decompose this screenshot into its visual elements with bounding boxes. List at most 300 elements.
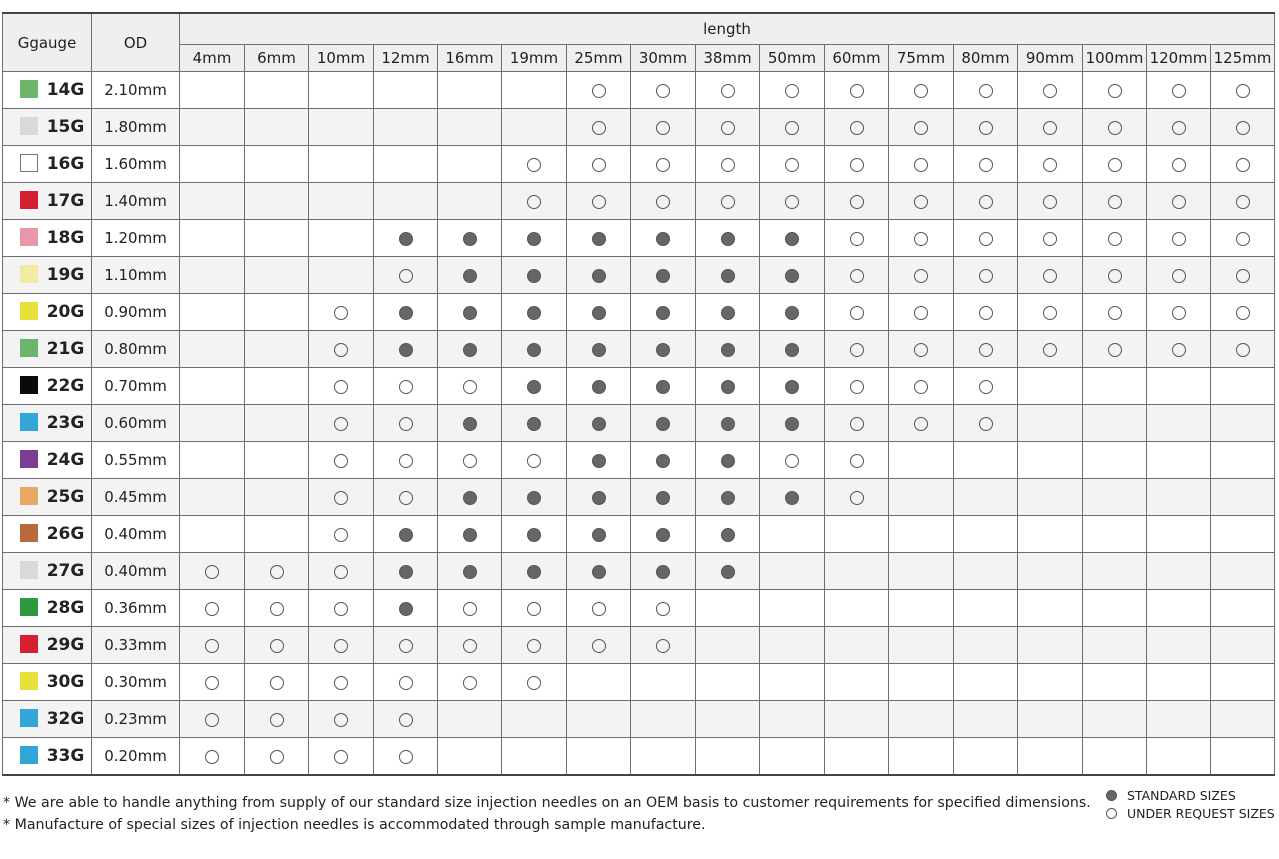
size-cell (954, 516, 1018, 553)
standard-size-marker (592, 380, 606, 394)
size-cell (309, 516, 374, 553)
request-size-marker (399, 750, 413, 764)
size-cell (309, 257, 374, 294)
gauge-label: 14G (46, 80, 85, 100)
gauge-label: 33G (46, 745, 85, 766)
gauge-label: 17G (46, 191, 85, 211)
size-cell (825, 368, 889, 405)
size-cell (245, 72, 309, 109)
size-cell (760, 516, 825, 553)
request-size-marker (1043, 195, 1057, 209)
size-cell (1083, 738, 1147, 775)
length-col-header: 6mm (245, 45, 309, 72)
size-cell (567, 553, 631, 590)
color-swatch-icon (20, 154, 38, 172)
size-cell (1147, 183, 1211, 220)
size-cell (954, 553, 1018, 590)
gauge-label: 23G (46, 413, 85, 433)
standard-size-marker (592, 417, 606, 431)
size-cell (502, 701, 567, 738)
request-size-marker (979, 121, 993, 135)
size-cell (631, 294, 696, 331)
size-cell (567, 146, 631, 183)
size-cell (245, 294, 309, 331)
request-size-marker (1172, 195, 1186, 209)
size-cell (889, 109, 954, 146)
request-size-marker (270, 750, 284, 764)
size-cell (696, 183, 760, 220)
gauge-label: 24G (46, 450, 85, 470)
gauge-cell (3, 590, 92, 627)
request-size-marker (850, 454, 864, 468)
size-cell (438, 442, 502, 479)
length-col-header: 12mm (374, 45, 438, 72)
size-cell (825, 331, 889, 368)
size-cell (502, 72, 567, 109)
size-cell (502, 664, 567, 701)
size-cell (825, 109, 889, 146)
request-size-marker (463, 676, 477, 690)
table-row (3, 701, 1275, 738)
size-cell (1211, 664, 1275, 701)
size-cell (1211, 516, 1275, 553)
size-cell (1147, 220, 1211, 257)
size-cell (567, 590, 631, 627)
size-cell (696, 294, 760, 331)
gauge-label: 18G (46, 228, 85, 248)
request-size-marker (399, 454, 413, 468)
request-size-marker (334, 306, 348, 320)
size-cell (1147, 553, 1211, 590)
size-cell (1083, 368, 1147, 405)
size-cell (954, 109, 1018, 146)
standard-size-marker (656, 380, 670, 394)
size-cell (825, 479, 889, 516)
size-cell (567, 183, 631, 220)
size-cell (825, 72, 889, 109)
request-size-marker (592, 158, 606, 172)
size-cell (438, 294, 502, 331)
size-cell (502, 479, 567, 516)
size-cell (180, 220, 245, 257)
request-size-marker (334, 565, 348, 579)
color-swatch-icon (20, 117, 38, 135)
size-cell (438, 72, 502, 109)
request-size-marker (399, 269, 413, 283)
request-size-marker (527, 676, 541, 690)
request-size-marker (979, 269, 993, 283)
size-cell (245, 553, 309, 590)
size-cell (502, 553, 567, 590)
gauge-cell (3, 294, 92, 331)
request-size-marker (334, 676, 348, 690)
size-cell (1083, 516, 1147, 553)
request-size-marker (656, 84, 670, 98)
length-col-header: 4mm (180, 45, 245, 72)
color-swatch-icon (20, 450, 38, 468)
size-cell (180, 627, 245, 664)
request-size-marker (914, 306, 928, 320)
size-cell (1018, 627, 1083, 664)
standard-size-marker (399, 232, 413, 246)
standard-size-marker (721, 343, 735, 357)
size-cell (567, 516, 631, 553)
size-cell (696, 442, 760, 479)
size-cell (889, 516, 954, 553)
gauge-label: 15G (46, 117, 85, 137)
size-cell (631, 146, 696, 183)
request-size-marker (914, 232, 928, 246)
size-cell (438, 257, 502, 294)
size-cell (245, 516, 309, 553)
size-cell (954, 331, 1018, 368)
standard-size-marker (527, 306, 541, 320)
standard-size-marker (721, 306, 735, 320)
size-cell (825, 294, 889, 331)
open-circle-icon (1106, 808, 1117, 819)
gauge-label: 25G (46, 487, 85, 507)
size-cell (631, 590, 696, 627)
standard-size-marker (527, 380, 541, 394)
request-size-marker (334, 528, 348, 542)
od-cell: 0.40mm (92, 516, 180, 553)
size-cell (696, 701, 760, 738)
size-cell (696, 146, 760, 183)
size-cell (567, 701, 631, 738)
size-cell (374, 627, 438, 664)
request-size-marker (979, 417, 993, 431)
size-cell (438, 701, 502, 738)
size-cell (631, 701, 696, 738)
gauge-cell (3, 442, 92, 479)
request-size-marker (1108, 306, 1122, 320)
request-size-marker (1236, 343, 1250, 357)
request-size-marker (721, 158, 735, 172)
size-cell (1211, 220, 1275, 257)
length-col-header: 50mm (760, 45, 825, 72)
size-cell (1211, 405, 1275, 442)
size-cell (438, 146, 502, 183)
size-cell (180, 257, 245, 294)
size-cell (438, 405, 502, 442)
size-cell (1083, 590, 1147, 627)
size-cell (502, 257, 567, 294)
request-size-marker (527, 195, 541, 209)
size-cell (696, 590, 760, 627)
size-cell (1018, 368, 1083, 405)
standard-size-marker (656, 565, 670, 579)
size-cell (1083, 664, 1147, 701)
gauge-header: Ggauge (3, 13, 92, 72)
gauge-label: 26G (46, 524, 85, 544)
color-swatch-icon (20, 561, 38, 579)
size-cell (954, 368, 1018, 405)
request-size-marker (850, 232, 864, 246)
size-cell (954, 220, 1018, 257)
size-cell (374, 701, 438, 738)
size-cell (760, 442, 825, 479)
size-cell (825, 516, 889, 553)
size-cell (696, 257, 760, 294)
size-cell (954, 701, 1018, 738)
request-size-marker (914, 343, 928, 357)
gauge-cell (3, 479, 92, 516)
size-cell (1147, 590, 1211, 627)
od-cell: 1.60mm (92, 146, 180, 183)
standard-size-marker (656, 491, 670, 505)
size-cell (1018, 109, 1083, 146)
size-cell (180, 516, 245, 553)
table-row (3, 331, 1275, 368)
request-size-marker (850, 380, 864, 394)
size-cell (1018, 664, 1083, 701)
size-cell (374, 553, 438, 590)
size-cell (309, 294, 374, 331)
size-cell (889, 553, 954, 590)
standard-size-marker (785, 232, 799, 246)
size-cell (374, 257, 438, 294)
request-size-marker (979, 380, 993, 394)
footnote: * We are able to handle anything from supply of our standard size injection needles on an OEM basis to customer requirements for specified dimensions. (3, 795, 1091, 811)
request-size-marker (850, 158, 864, 172)
request-size-marker (1043, 84, 1057, 98)
color-swatch-icon (20, 413, 38, 431)
request-size-marker (785, 454, 799, 468)
gauge-label: 20G (46, 302, 85, 322)
length-col-header: 19mm (502, 45, 567, 72)
request-size-marker (1172, 269, 1186, 283)
request-size-marker (721, 84, 735, 98)
request-size-marker (914, 380, 928, 394)
request-size-marker (1043, 343, 1057, 357)
size-cell (374, 72, 438, 109)
table-row (3, 553, 1275, 590)
size-cell (889, 72, 954, 109)
length-col-header: 25mm (567, 45, 631, 72)
size-cell (1147, 479, 1211, 516)
size-cell (180, 294, 245, 331)
size-cell (245, 368, 309, 405)
request-size-marker (1236, 195, 1250, 209)
size-cell (1147, 738, 1211, 775)
size-cell (1147, 146, 1211, 183)
size-cell (309, 590, 374, 627)
size-cell (502, 183, 567, 220)
size-cell (309, 479, 374, 516)
color-swatch-icon (20, 598, 38, 616)
od-cell: 0.90mm (92, 294, 180, 331)
standard-size-marker (399, 565, 413, 579)
color-swatch-icon (20, 709, 38, 727)
standard-size-marker (592, 343, 606, 357)
gauge-cell (3, 331, 92, 368)
standard-size-marker (721, 232, 735, 246)
size-cell (309, 442, 374, 479)
table-row (3, 738, 1275, 775)
request-size-marker (850, 343, 864, 357)
standard-size-marker (463, 343, 477, 357)
size-cell (180, 368, 245, 405)
size-cell (502, 627, 567, 664)
size-cell (309, 664, 374, 701)
request-size-marker (1236, 84, 1250, 98)
size-cell (502, 368, 567, 405)
standard-size-marker (721, 565, 735, 579)
request-size-marker (334, 639, 348, 653)
standard-size-marker (463, 306, 477, 320)
size-cell (954, 72, 1018, 109)
request-size-marker (1108, 269, 1122, 283)
size-cell (245, 701, 309, 738)
size-cell (309, 405, 374, 442)
gauge-cell (3, 627, 92, 664)
request-size-marker (850, 195, 864, 209)
size-cell (1018, 590, 1083, 627)
size-cell (245, 442, 309, 479)
standard-size-marker (656, 232, 670, 246)
size-cell (502, 109, 567, 146)
request-size-marker (850, 269, 864, 283)
request-size-marker (399, 713, 413, 727)
size-cell (374, 405, 438, 442)
request-size-marker (721, 121, 735, 135)
size-cell (954, 183, 1018, 220)
size-cell (825, 553, 889, 590)
od-cell: 1.80mm (92, 109, 180, 146)
size-cell (1018, 442, 1083, 479)
standard-size-marker (527, 565, 541, 579)
size-cell (889, 442, 954, 479)
size-cell (1018, 220, 1083, 257)
size-cell (1083, 405, 1147, 442)
request-size-marker (785, 195, 799, 209)
table-row (3, 109, 1275, 146)
length-col-header: 16mm (438, 45, 502, 72)
table-row (3, 442, 1275, 479)
size-cell (1147, 627, 1211, 664)
table-row (3, 146, 1275, 183)
request-size-marker (334, 713, 348, 727)
size-cell (374, 183, 438, 220)
size-cell (954, 405, 1018, 442)
size-cell (374, 220, 438, 257)
size-cell (180, 442, 245, 479)
size-cell (1211, 368, 1275, 405)
size-cell (1018, 72, 1083, 109)
size-cell (760, 146, 825, 183)
request-size-marker (592, 84, 606, 98)
color-swatch-icon (20, 80, 38, 98)
size-cell (1083, 553, 1147, 590)
size-cell (1211, 72, 1275, 109)
size-cell (696, 72, 760, 109)
od-cell: 0.23mm (92, 701, 180, 738)
size-cell (567, 257, 631, 294)
footnote: * Manufacture of special sizes of injection needles is accommodated through sample manufacture. (3, 817, 706, 833)
size-cell (374, 590, 438, 627)
size-cell (1083, 442, 1147, 479)
request-size-marker (979, 306, 993, 320)
standard-size-marker (463, 269, 477, 283)
size-cell (1147, 368, 1211, 405)
size-cell (245, 738, 309, 775)
size-cell (502, 294, 567, 331)
size-cell (374, 664, 438, 701)
size-cell (245, 109, 309, 146)
size-cell (1211, 294, 1275, 331)
standard-size-marker (656, 269, 670, 283)
od-cell: 0.55mm (92, 442, 180, 479)
size-cell (760, 368, 825, 405)
size-cell (954, 294, 1018, 331)
size-cell (502, 442, 567, 479)
size-cell (825, 738, 889, 775)
request-size-marker (463, 602, 477, 616)
size-cell (567, 405, 631, 442)
request-size-marker (527, 454, 541, 468)
standard-size-marker (785, 417, 799, 431)
size-cell (309, 627, 374, 664)
request-size-marker (785, 84, 799, 98)
legend (1106, 787, 1275, 823)
size-cell (374, 109, 438, 146)
size-cell (760, 479, 825, 516)
standard-size-marker (592, 528, 606, 542)
length-header: length (180, 13, 1275, 45)
size-cell (696, 220, 760, 257)
size-cell (760, 331, 825, 368)
size-cell (631, 405, 696, 442)
gauge-cell (3, 405, 92, 442)
size-cell (825, 146, 889, 183)
color-swatch-icon (20, 746, 38, 764)
size-cell (1018, 479, 1083, 516)
size-cell (954, 257, 1018, 294)
request-size-marker (850, 306, 864, 320)
gauge-label: 16G (46, 154, 85, 174)
size-cell (1018, 553, 1083, 590)
od-cell: 0.70mm (92, 368, 180, 405)
size-cell (502, 405, 567, 442)
size-cell (825, 220, 889, 257)
size-cell (889, 405, 954, 442)
standard-size-marker (527, 232, 541, 246)
size-cell (438, 553, 502, 590)
size-cell (245, 220, 309, 257)
table-row (3, 516, 1275, 553)
gauge-label: 28G (46, 598, 85, 618)
size-cell (825, 257, 889, 294)
size-cell (760, 405, 825, 442)
size-cell (889, 627, 954, 664)
gauge-label: 29G (46, 635, 85, 655)
size-cell (825, 442, 889, 479)
size-cell (760, 72, 825, 109)
request-size-marker (914, 158, 928, 172)
size-cell (502, 516, 567, 553)
gauge-label: 27G (46, 561, 85, 581)
gauge-cell (3, 516, 92, 553)
request-size-marker (656, 195, 670, 209)
size-cell (631, 479, 696, 516)
od-cell: 0.80mm (92, 331, 180, 368)
request-size-marker (270, 602, 284, 616)
size-cell (1018, 331, 1083, 368)
size-cell (760, 294, 825, 331)
size-cell (245, 331, 309, 368)
size-cell (180, 664, 245, 701)
standard-size-marker (592, 565, 606, 579)
